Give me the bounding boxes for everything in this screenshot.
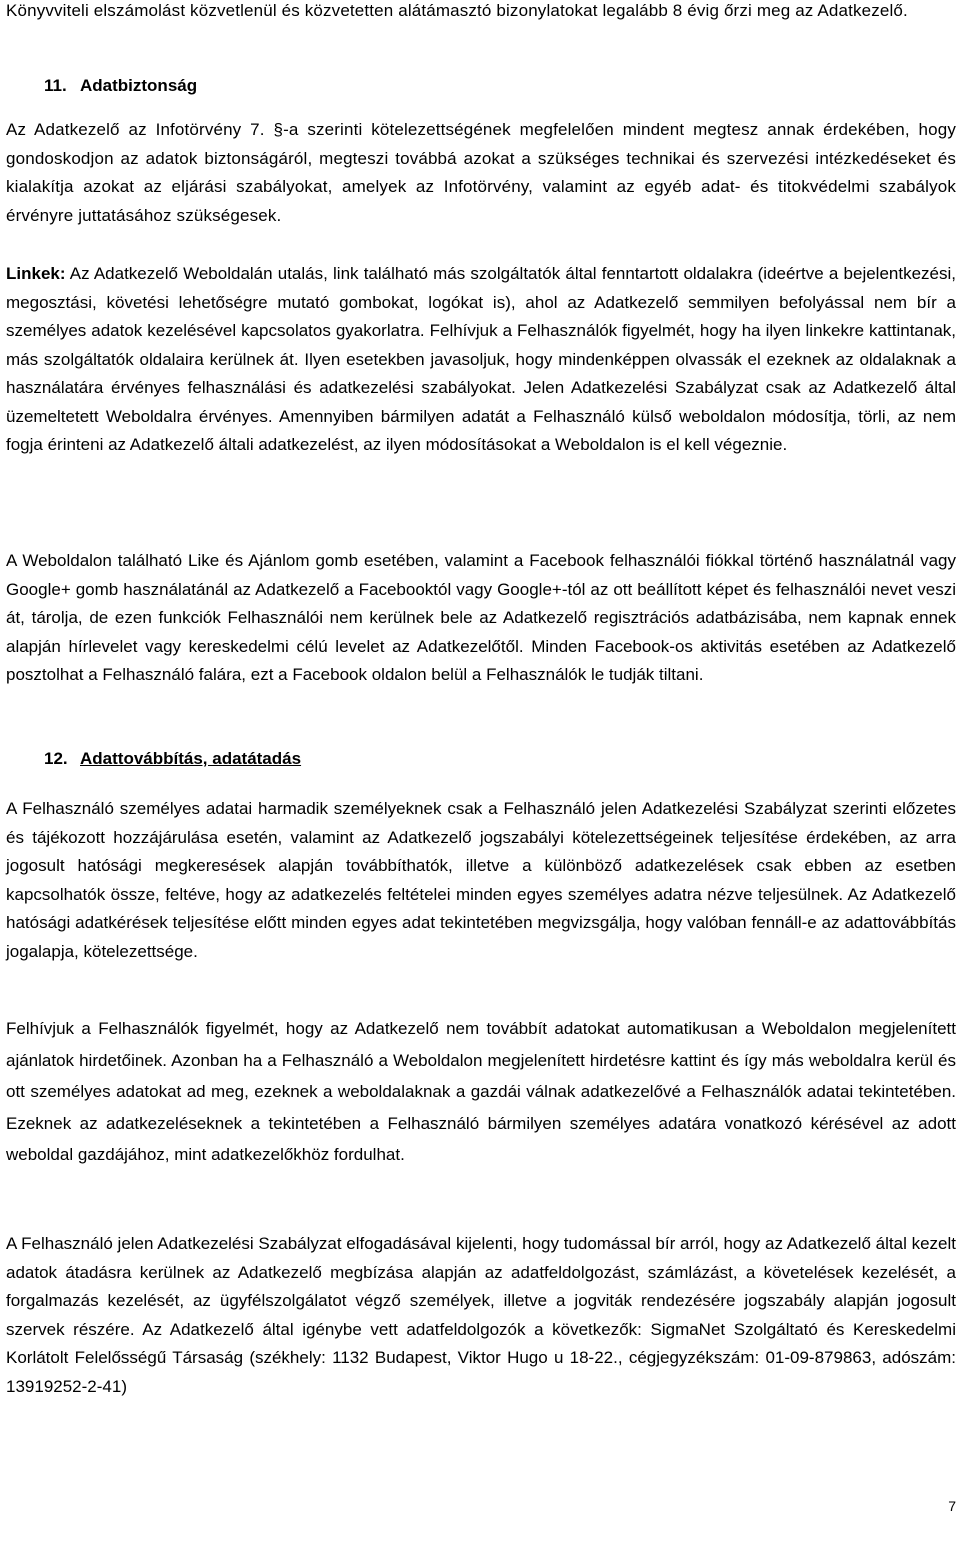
document-page: [6, 0, 956, 1541]
section-11-number: 11.: [44, 76, 67, 95]
section-11-title: Adatbiztonság: [80, 76, 198, 95]
section-12-paragraph-3: A Felhasználó jelen Adatkezelési Szabályzat elfogadásával kijelenti, hogy tudomással bír arról, hogy az Adatkezelő által kezelt adatok átadásra kerülnek az Adatkezelő megbízása alapján az adatfeldolgozást, számlázást, a követelések kezelését, a forgalmazás kezelését, az ügyfélszolgálatot végző személyek, illetve a jogviták rendezésére jogszabály alapján jogosult szervek részére. Az Adatkezelő által igénybe vett adatfeldolgozók a következők: SigmaNet Szolgáltató és Kereskedelmi Korlátolt Felelősségű Társaság (székhely: 1132 Budapest, Viktor Hugo u 18-22., cégjegyzékszám: 01-09-879863, adószám: 13919252-2-41): [6, 1234, 956, 1396]
section-11-heading: [44, 72, 197, 100]
section-12-title: Adattovábbítás, adatátadás: [80, 749, 302, 768]
section-11-body: Az Adatkezelő az Infotörvény 7. §-a szerinti kötelezettségének megfelelően mindent megtesz annak érdekében, hogy gondoskodjon az adatok biztonságáról, megteszi továbbá azokat a szükséges technikai és szervezési intézkedéseket és kialakítja azokat az eljárási szabályokat, amelyek az Infotörvény, valamint az egyéb adat- és titokvédelmi szabályok érvényre juttatásához szükségesek.: [6, 120, 956, 225]
facebook-paragraph: A Weboldalon található Like és Ajánlom gomb esetében, valamint a Facebook felhasználói fiókkal történő használatnál vagy Google+ gomb használatánál az Adatkezelő a Facebooktól vagy Google+-tól az ott beállított képet és felhasználói nevet veszi át, tárolja, de ezen funkciók Felhasználói nem kerülnek bele az Adatkezelő regisztrációs adatbázisába, nem kapnak ennek alapján hírlevelet vagy kereskedelmi célú levelet az Adatkezelőtől. Minden Facebook-os aktivitás esetében az Adatkezelő posztolhat a Felhasználó falára, ezt a Facebook oldalon belül a Felhasználók le tudják tiltani.: [6, 551, 956, 684]
section-12-paragraph-1: A Felhasználó személyes adatai harmadik személyeknek csak a Felhasználó jelen Adatkezelési Szabályzat szerinti előzetes és tájékozott hozzájárulása esetén, valamint az Adatkezelő jogszabályi kötelezettségeinek teljesítése érdekében, az arra jogosult hatósági megkeresések alapján továbbíthatók, illetve a különböző adatkezelések csak ebben az esetben kapcsolhatók össze, feltéve, hogy az adatkezelés feltételei minden egyes személyes adatra nézve teljesülnek. Az Adatkezelő hatósági adatkérések teljesítése előtt minden egyes adat tekintetében megvizsgálja, hogy valóban fennáll-e az adattovábbítás jogalapja, kötelezettsége.: [6, 799, 956, 961]
section-12-number: 12.: [44, 749, 68, 768]
links-text: Az Adatkezelő Weboldalán utalás, link található más szolgáltatók által fenntartott oldalakra (ideértve a bejelentkezési, megosztási, követési lehetőségre mutató gombokat, logókat is), ahol az Adatkezelő semmilyen befolyással nem bír a személyes adatok kezelésével kapcsolatos gyakorlatra. Felhívjuk a Felhasználók figyelmét, hogy ha ilyen linkekre kattintanak, más szolgáltatók oldalaira kerülnek át. Ilyen esetekben javasoljuk, hogy mindenképpen olvassák el ezeknek az oldalaknak a használatára érvényes felhasználási és adatkezelési szabályokat. Jelen Adatkezelési Szabályzat csak az Adatkezelő által üzemeltetett Weboldalra érvényes. Amennyiben bármilyen adatát a Felhasználó külső weboldalon módosítja, törli, az nem fogja érinteni az Adatkezelő általi adatkezelést, az ilyen módosításokat a Weboldalon is el kell végeznie.: [6, 264, 956, 454]
intro-paragraph: Könyvviteli elszámolást közvetlenül és közvetetten alátámasztó bizonylatokat legalább 8 évig őrzi meg az Adatkezelő.: [6, 1, 908, 20]
section-12-paragraph-2: Felhívjuk a Felhasználók figyelmét, hogy az Adatkezelő nem továbbít adatokat automatikusan a Weboldalon megjelenített ajánlatok hirdetőinek. Azonban ha a Felhasználó a Weboldalon megjelenített hirdetésre kattint és így más weboldalra kerül és ott személyes adatokat ad meg, ezeknek a weboldalaknak a gazdái válnak adatkezelővé a Felhasználók adatai tekintetében. Ezeknek az adatkezeléseknek a tekintetében a Felhasználó bármilyen személyes adatára vonatkozó kérésével az adott weboldal gazdájához, mint adatkezelőkhöz fordulhat.: [6, 1019, 956, 1164]
links-label: Linkek:: [6, 264, 66, 283]
section-12-heading: [44, 745, 301, 773]
page-number: 7: [948, 1498, 956, 1514]
links-paragraph: [6, 260, 956, 460]
